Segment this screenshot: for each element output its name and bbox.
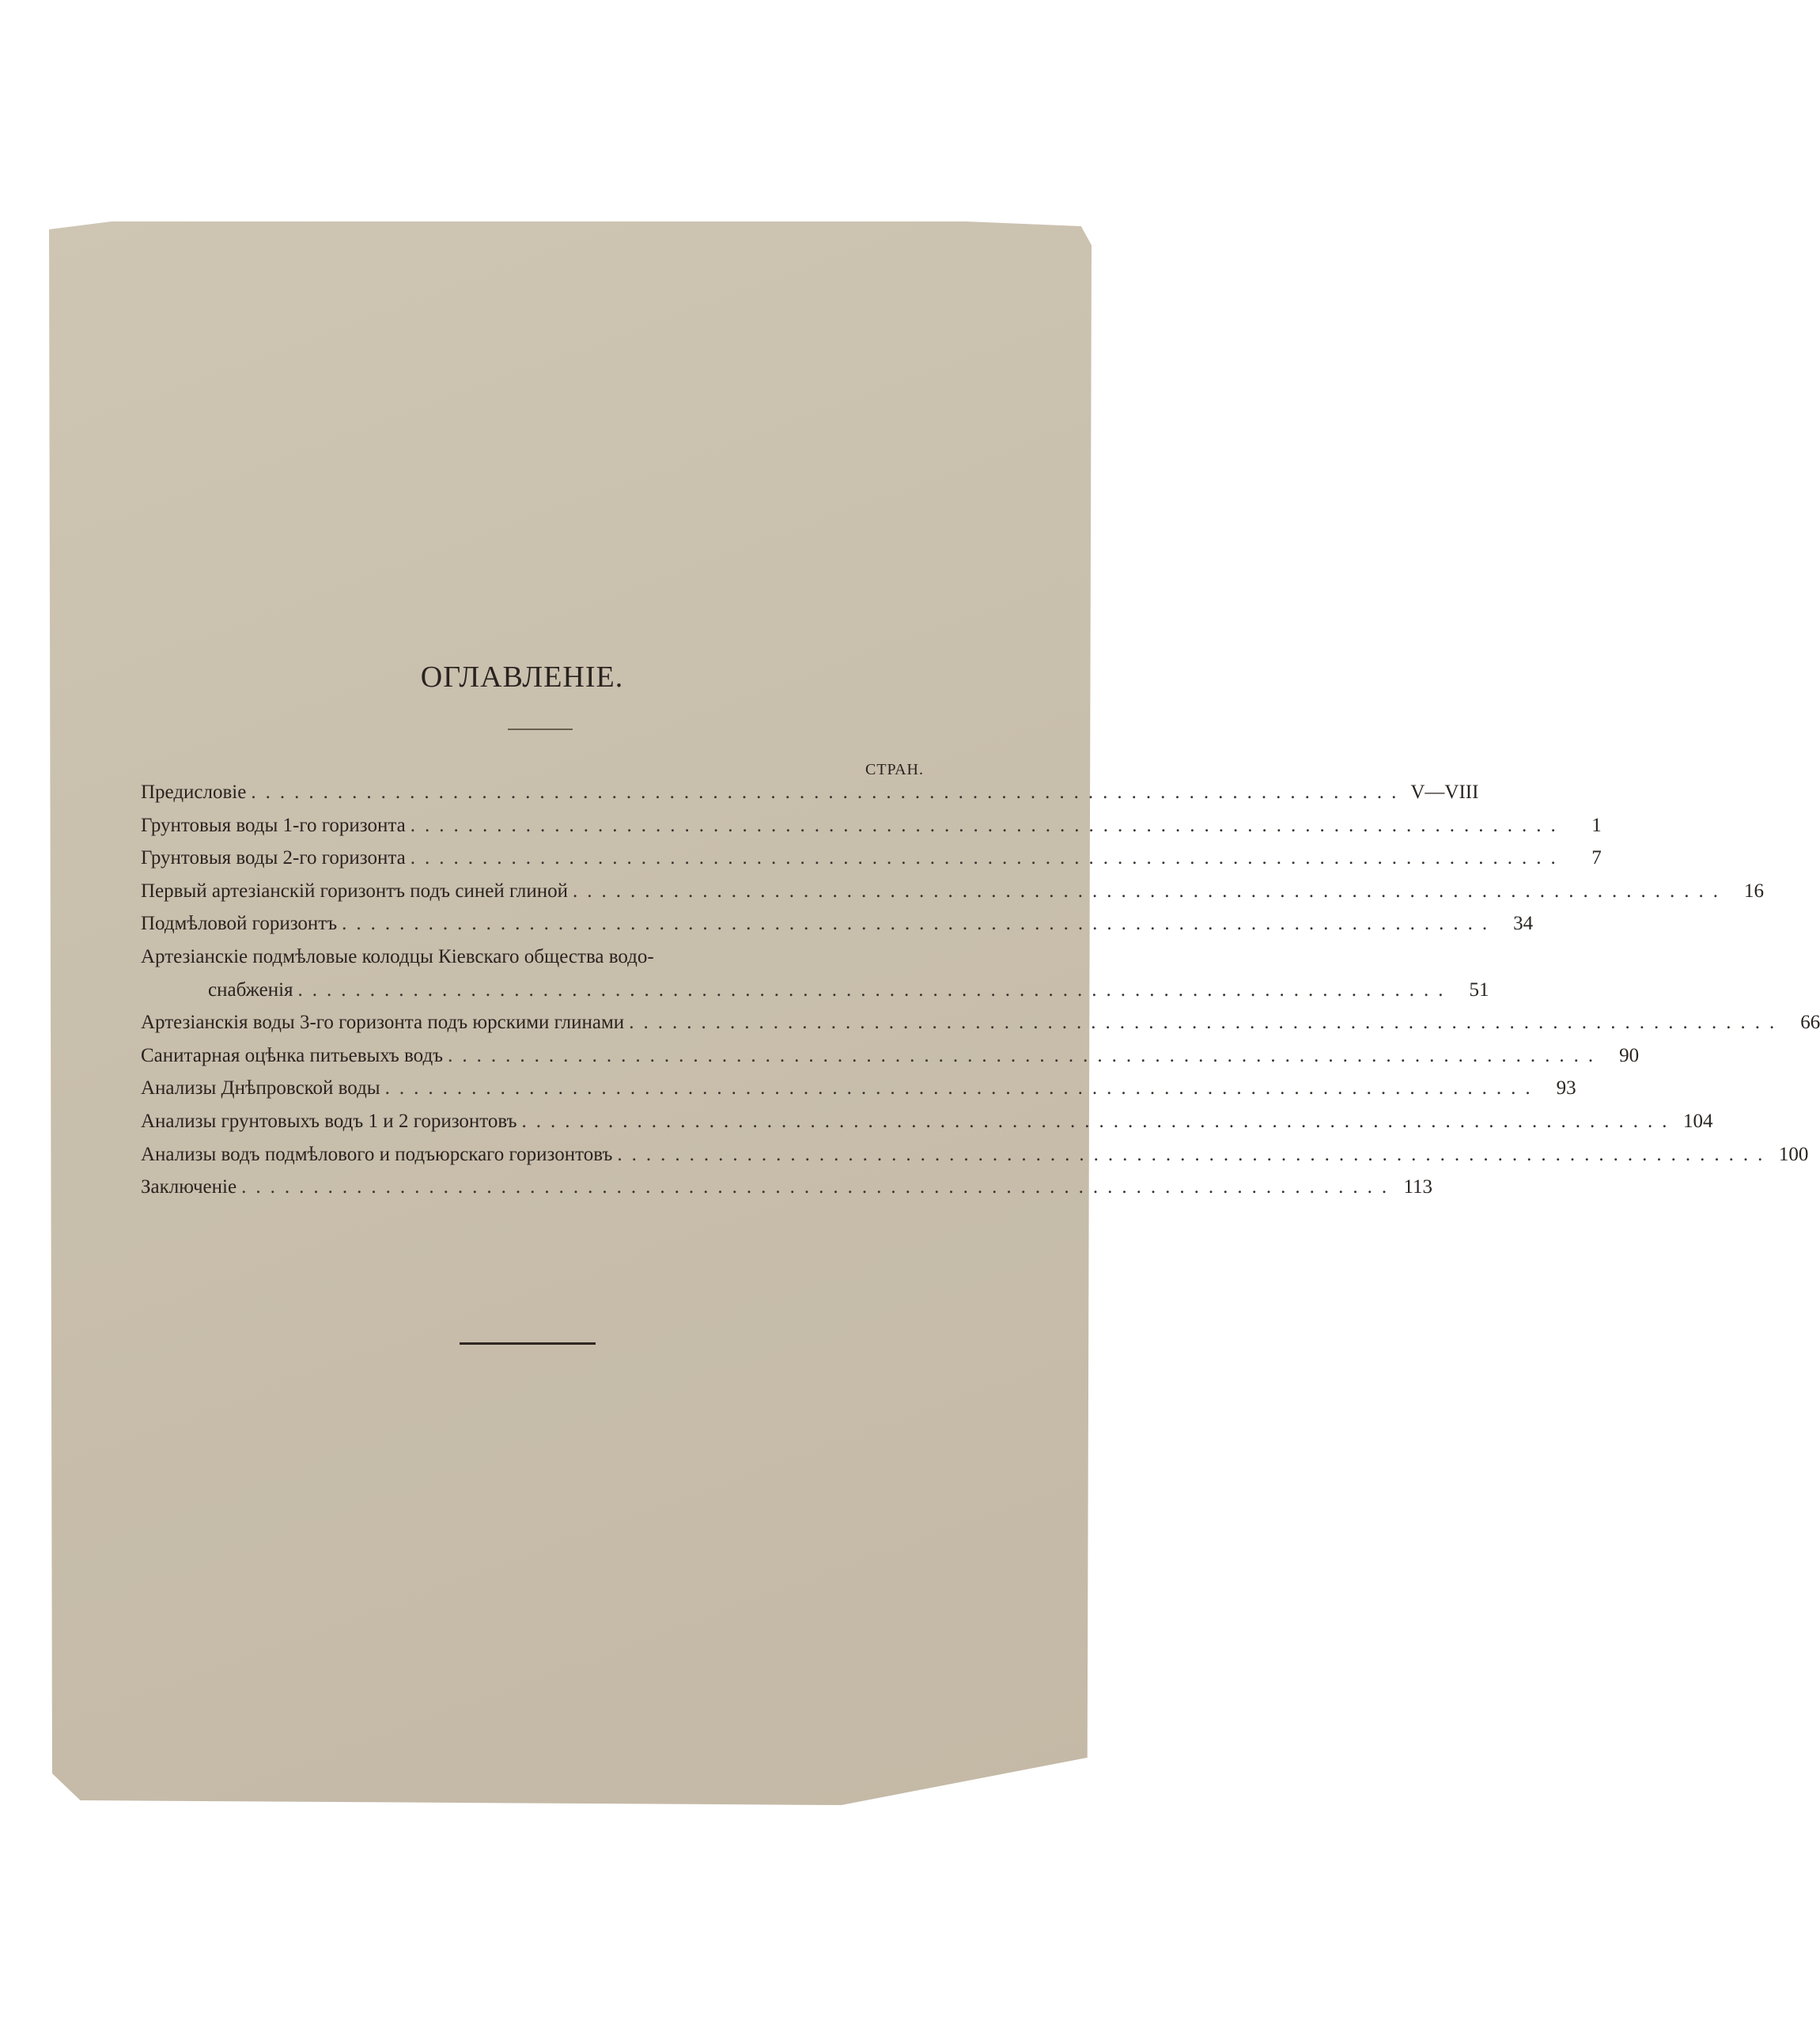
toc-entry (141, 847, 1602, 880)
toc-entry (141, 1044, 1640, 1078)
toc-entry (141, 913, 1534, 946)
toc-entry-title: Грунтовыя воды 2-го горизонта (141, 847, 406, 869)
page-column-header: СТРАН. (865, 761, 924, 778)
toc-entry (141, 1176, 1433, 1209)
dot-leader: ................................................................................ (617, 1143, 1773, 1165)
page-title: ОГЛАВЛЕНІЕ. (420, 660, 624, 694)
toc-entry-page: 93 (1556, 1077, 1576, 1100)
toc-entry-title: Заключеніе (141, 1176, 237, 1198)
toc-entry-page: 113 (1403, 1176, 1433, 1198)
dot-leader: ................................................................................ (251, 782, 1406, 803)
toc-entry-title: Первый артезіанскій горизонтъ подъ синей глиной (141, 880, 569, 902)
dot-leader: ................................................................................ (410, 814, 1565, 836)
toc-entry-page: 1 (1591, 814, 1602, 836)
title-divider (508, 729, 573, 730)
closing-rule (460, 1342, 596, 1345)
toc-entry-page: 34 (1513, 913, 1534, 935)
dot-leader: ................................................................................ (573, 880, 1728, 902)
toc-entry-page: V—VIII (1410, 782, 1479, 803)
toc-entry (141, 814, 1602, 848)
toc-entry-page: 66 (1800, 1012, 1820, 1034)
toc-entry-page: 16 (1744, 880, 1765, 902)
toc-entry-title: снабженія (208, 978, 293, 1001)
toc-entry (141, 1143, 1809, 1177)
dot-leader: ................................................................................ (297, 978, 1453, 1001)
dot-leader: ................................................................................ (629, 1012, 1784, 1034)
dot-leader: ................................................................................ (241, 1176, 1397, 1198)
dot-leader: ................................................................................ (410, 847, 1565, 869)
toc-entry-page: 7 (1591, 847, 1602, 869)
toc-entry-page: 90 (1619, 1044, 1640, 1066)
dot-leader: ................................................................................ (342, 913, 1497, 935)
toc-entry-title: Анализы Днѣпровской воды (141, 1077, 380, 1100)
dot-leader: ................................................................................ (521, 1110, 1677, 1132)
toc-entry-title: Санитарная оцѣнка питьевыхъ водъ (141, 1044, 444, 1066)
toc-entry (141, 1012, 1820, 1045)
toc-entry-title: Анализы грунтовыхъ водъ 1 и 2 горизонтовъ (141, 1110, 517, 1132)
toc-entry-title: Подмѣловой горизонтъ (141, 913, 338, 935)
toc-entry-page: 51 (1469, 978, 1489, 1001)
toc-entry-page: 104 (1683, 1110, 1713, 1132)
toc-entry-title: Предисловіе (141, 782, 247, 803)
toc-entry (141, 880, 1765, 914)
dot-leader: ................................................................................ (448, 1044, 1603, 1066)
table-of-contents (141, 782, 1820, 1209)
toc-entry (141, 978, 1489, 1012)
toc-entry-page: 100 (1778, 1143, 1809, 1165)
toc-entry (141, 1110, 1713, 1144)
toc-entry-title: Грунтовыя воды 1-го горизонта (141, 814, 406, 836)
toc-entry-title: Анализы водъ подмѣлового и подъюрскаго горизонтовъ (141, 1143, 613, 1165)
toc-entry-title: Артезіанскія воды 3-го горизонта подъ юрскими глинами (141, 1012, 625, 1034)
toc-entry-title: Артезіанскіе подмѣловые колодцы Кіевскаго общества водо- (141, 945, 654, 967)
toc-entry (141, 1077, 1576, 1111)
toc-entry (141, 782, 1479, 815)
dot-leader: ................................................................................ (384, 1077, 1540, 1100)
toc-entry (141, 946, 908, 979)
